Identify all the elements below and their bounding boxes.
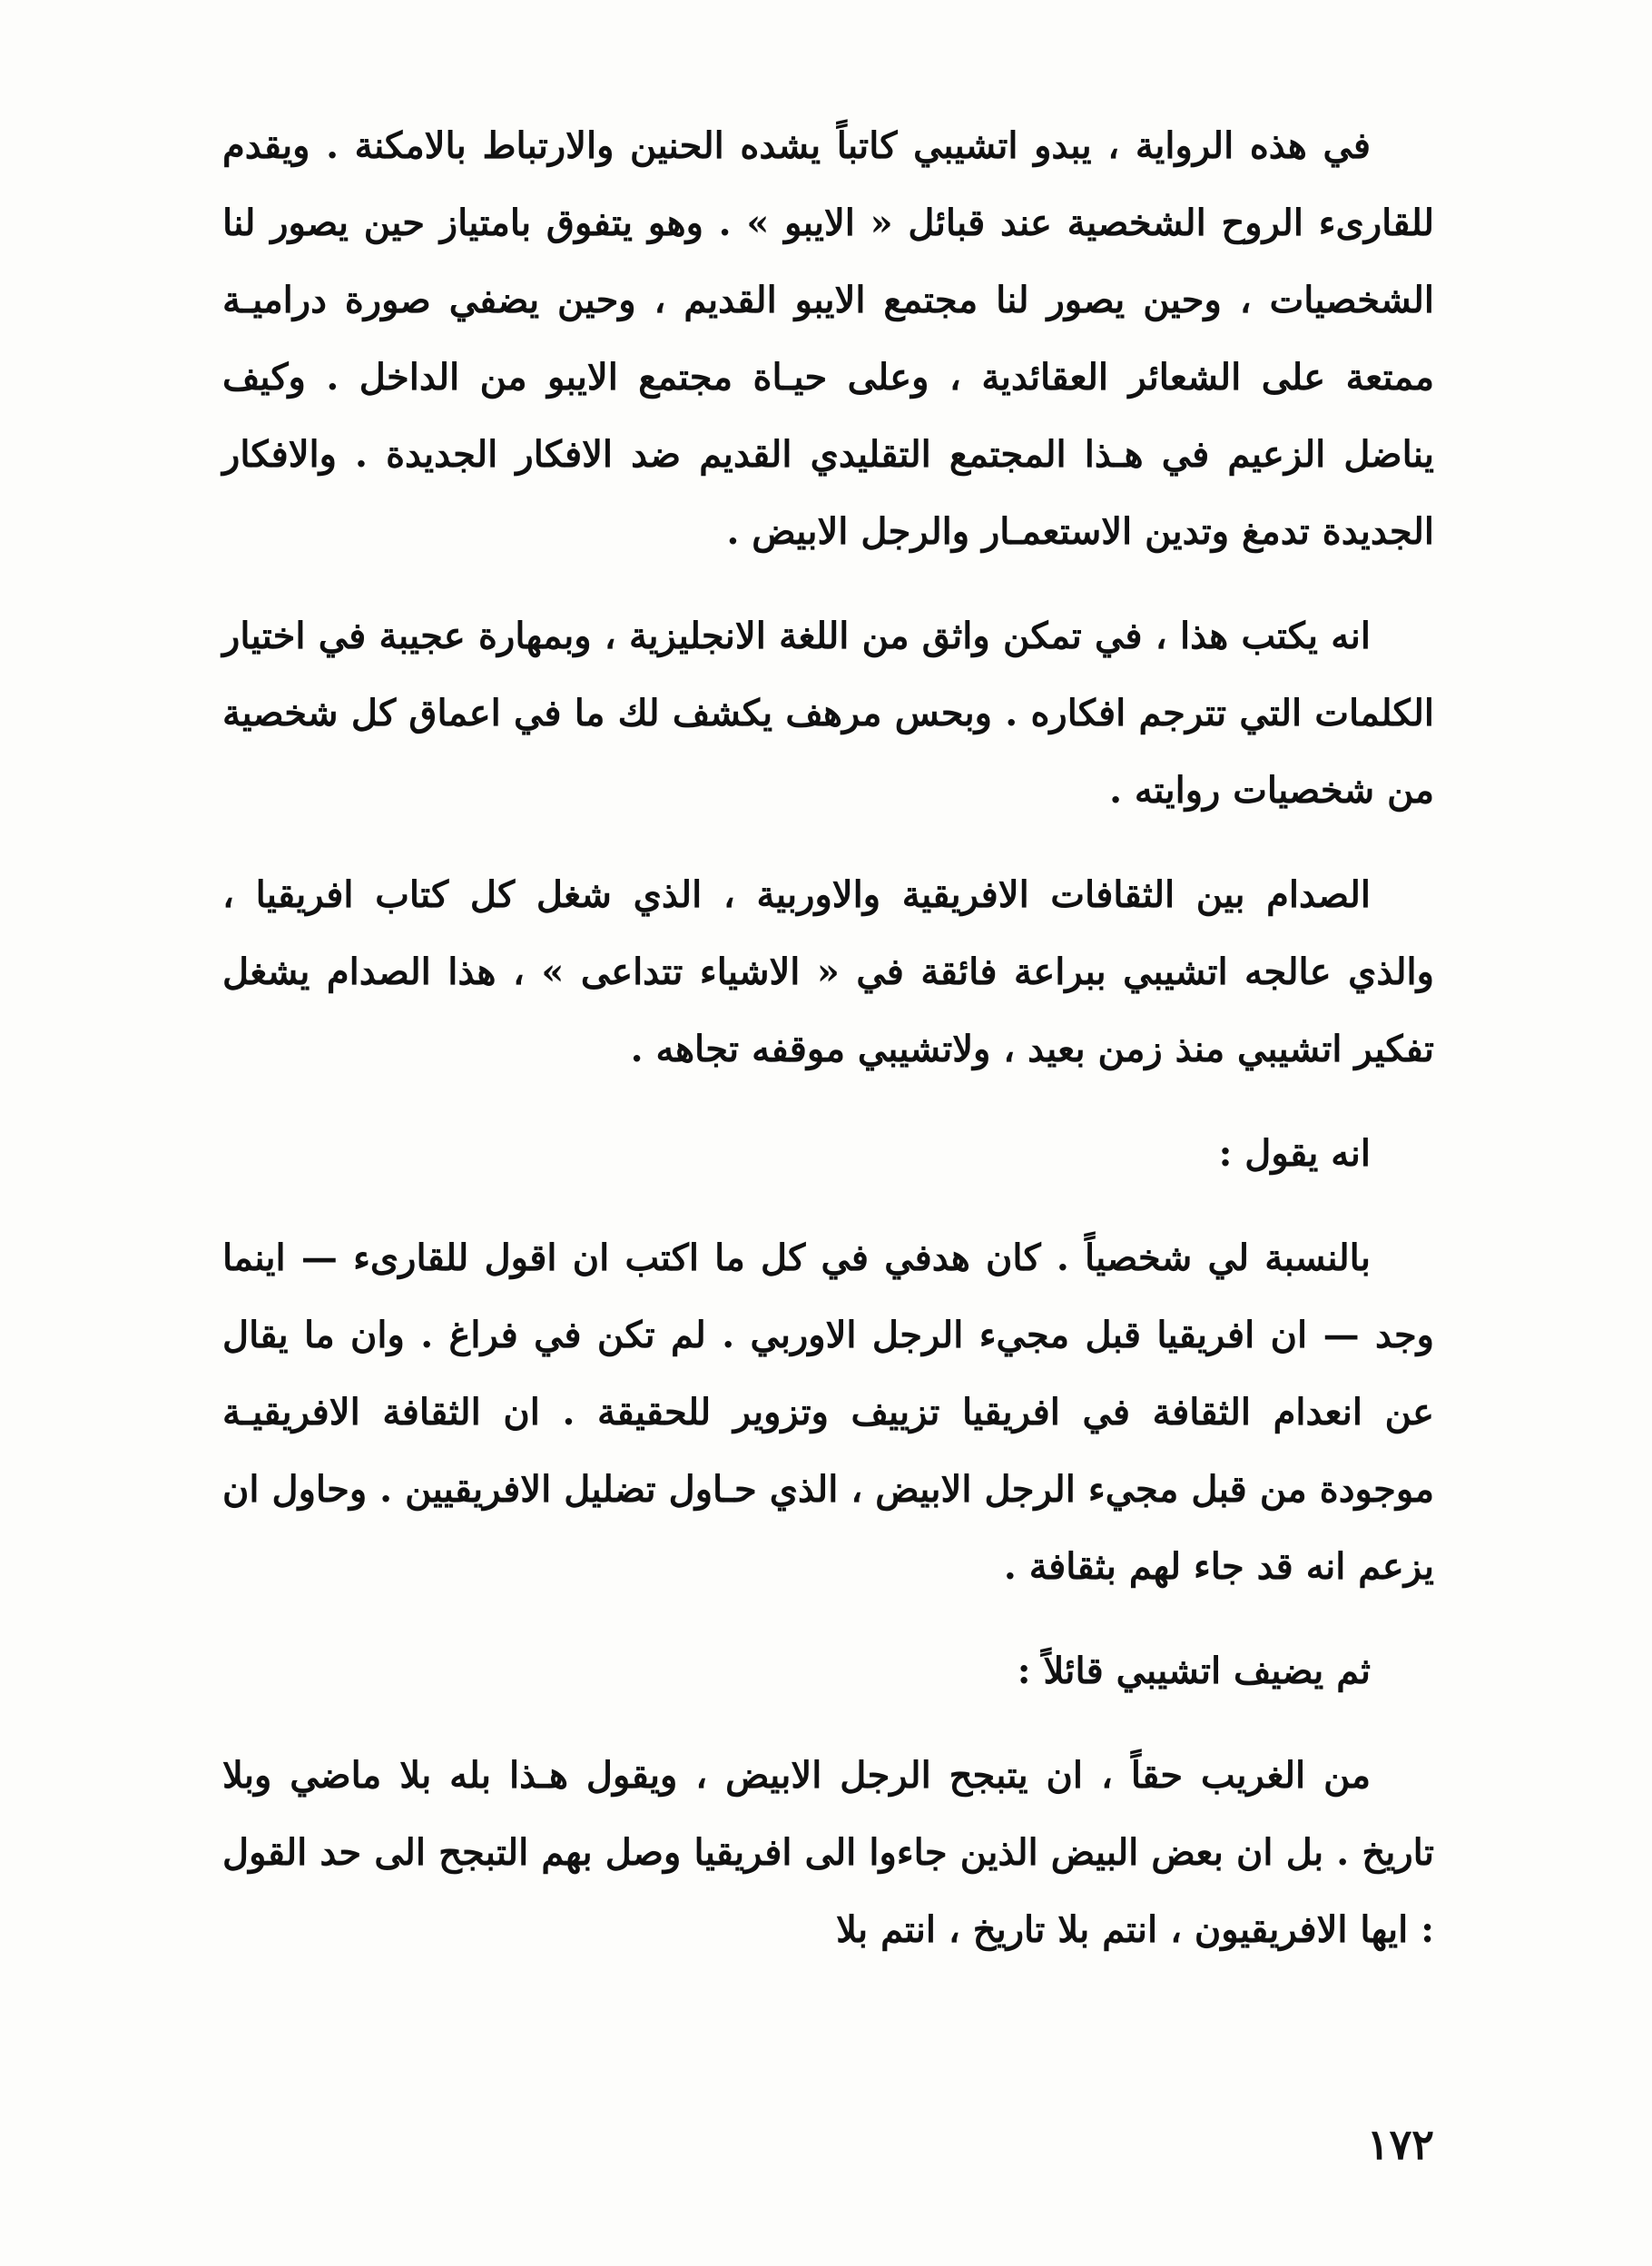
body-text bbox=[222, 107, 1434, 1995]
paragraph-7: من الغريب حقاً ، ان يتبجح الرجل الابيض ، ويقول هـذا بله بلا ماضي وبلا تاريخ . بل ان بعض البيض الذين جاءوا الى افريقيا وصل بهم التبجح الى حد القول : ايها الافريقيون ، انتم بلا تاريخ ، انتم بلا bbox=[222, 1754, 1434, 1951]
paragraph-2: انه يكتب هذا ، في تمكن واثق من اللغة الانجليزية ، وبمهارة عجيبة في اختيار الكلمات التي تترجم افكاره . وبحس مرهف يكشف لك ما في اعماق كل شخصية من شخصيات روايته . bbox=[222, 615, 1434, 812]
paragraph-4: انه يقول : bbox=[1218, 1132, 1371, 1175]
page-number: ١٧٢ bbox=[1366, 2120, 1434, 2169]
paragraph-5: بالنسبة لي شخصياً . كان هدفي في كل ما اكتب ان اقول للقارىء — اينما وجد — ان افريقيا قبل مجيء الرجل الاوربي . لم تكن في فراغ . وان ما يقال عن انعدام الثقافة في افريقيا تزييف وتزوير للحقيقة . ان الثقافة الافريقيـة موجودة من قبل مجيء الرجل الابيض ، الذي حـاول تضليل الافريقيين . وحاول ان يزعم انه قد جاء لهم بثقافة . bbox=[222, 1236, 1434, 1588]
paragraph-3: الصدام بين الثقافات الافريقية والاوربية ، الذي شغل كل كتاب افريقيا ، والذي عالجه اتشيبي ببراعة فائقة في « الاشياء تتداعى » ، هذا الصدام يشغل تفكير اتشيبي منذ زمن بعيد ، ولاتشيبي موقفه تجاهه . bbox=[222, 873, 1434, 1070]
paragraph-1: في هذه الرواية ، يبدو اتشيبي كاتباً يشده الحنين والارتباط بالامكنة . ويقدم للقارىء الروح الشخصية عند قبائل « الايبو » . وهو يتفوق بامتياز حين يصور لنا الشخصيات ، وحين يصور لنا مجتمع الايبو القديم ، وحين يضفي صورة دراميـة ممتعة على الشعائر العقائدية ، وعلى حيـاة مجتمع الايبو من الداخل . وكيف يناضل الزعيم في هـذا المجتمع التقليدي القديم ضد الافكار الجديدة . والافكار الجديدة تدمغ وتدين الاستعمـار والرجل الابيض . bbox=[222, 124, 1434, 553]
paragraph-6: ثم يضيف اتشيبي قائلاً : bbox=[1017, 1650, 1371, 1692]
